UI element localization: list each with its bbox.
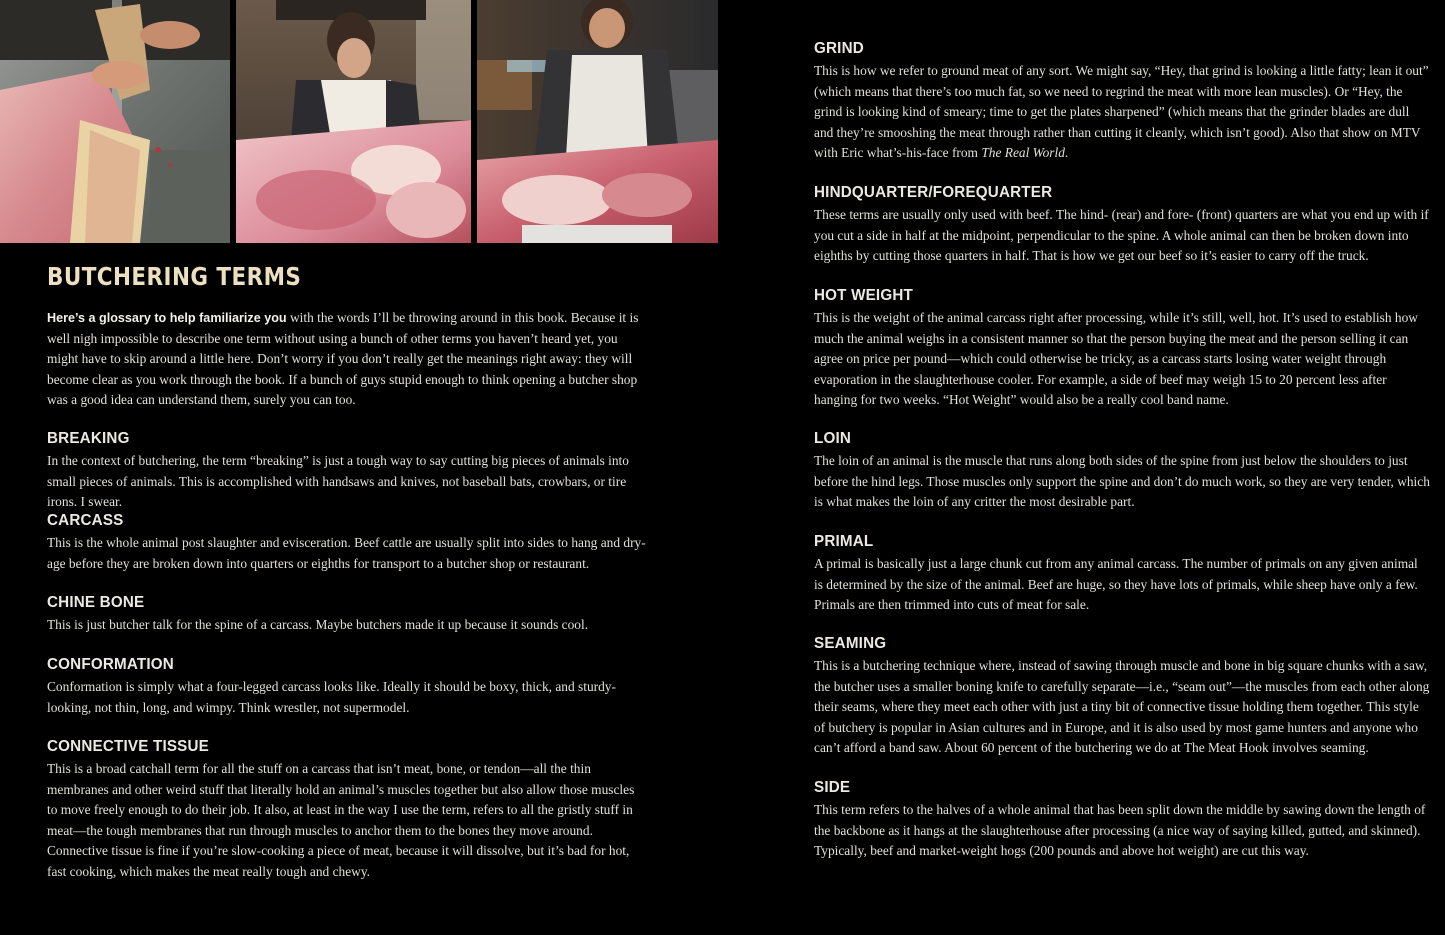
term-definition: This is a broad catchall term for all the stuff on a carcass that isn’t meat, bone, or tendon—all the thin membranes and other weird stuff that literally hold an animal’s muscles together but also allow those muscles to move freely enough to do their job. It also, at least in the way I use the term, refers to all the gristly stuff in meat—the tough membranes that run through muscles to anchor them to the bones they move around. Connective tissue is fine if you’re slow-cooking a piece of meat, because it will dissolve, but it’s bad for hot, fast cooking, which makes the meat really tough and chewy. (47, 761, 635, 879)
glossary-entry-hindquarter-forequarter (814, 183, 1430, 267)
term-heading: CONNECTIVE TISSUE (47, 738, 210, 755)
term-heading: SEAMING (814, 635, 887, 652)
photo-butcher-breaking-carcass (236, 0, 471, 243)
glossary-entry-conformation (47, 655, 647, 718)
glossary-entry-loin (814, 429, 1430, 513)
glossary-entry-side (814, 778, 1430, 862)
term-heading: CHINE BONE (47, 594, 145, 611)
term-definition: The loin of an animal is the muscle that runs along both sides of the spine from just below the shoulders to just before the hind legs. Those muscles only support the spine and don’t do much work, so they are very tender, which is what makes the loin of any critter the most desirable part. (814, 453, 1430, 509)
show-title: The Real World (981, 145, 1065, 160)
term-heading: CONFORMATION (47, 656, 174, 673)
photo-butcher-with-apron (477, 0, 718, 243)
glossary-entry-connective-tissue (47, 737, 647, 882)
glossary-entry-grind (814, 39, 1430, 164)
term-definition: Conformation is simply what a four-legged carcass looks like. Ideally it should be boxy, thick, and sturdy-looking, not thin, long, and wimpy. Think wrestler, not supermodel. (47, 679, 616, 715)
term-heading: HINDQUARTER/FOREQUARTER (814, 184, 1053, 201)
intro-body: with the words I’ll be throwing around in this book. Because it is well nigh impossible to describe one term without using a bunch of other terms you haven’t heard yet, you might have to skip around a little here. Don’t worry if you don’t really get the meanings right away: they will become clear as you work through the book. If a bunch of guys stupid enough to think opening a butcher shop was a good idea can understand them, surely you can too. (47, 310, 639, 407)
term-heading: BREAKING (47, 430, 130, 447)
term-definition: This is the weight of the animal carcass right after processing, while it’s still, well, hot. It’s used to establish how much the animal weighs in a consistent manner so that the person buying the meat and the person selling it can agree on price per pound—which could otherwise be tricky, as a carcass starts losing water weight through evaporation in the slaughterhouse cooler. For example, a side of beef may weigh 15 to 20 percent less after hanging for two weeks. “Hot Weight” would also be a really cool band name. (814, 310, 1418, 407)
glossary-entry-carcass (47, 511, 647, 574)
term-definition: This is the whole animal post slaughter and evisceration. Beef cattle are usually split into sides to hang and dry-age before they are broken down into quarters or eighths for transport to a butcher shop or restaurant. (47, 535, 646, 571)
right-page (722, 0, 1445, 935)
definition-text: This is how we refer to ground meat of any sort. We might say, “Hey, that grind is looking a little fatty; lean it out” (which means that there’s too much fat, so we need to regrind the meat with more lean muscles). Or “Hey, the grind is looking kind of smeary; time to get the plates sharpened” (which means that the grinder blades are dull and they’re smooshing the meat through rather than cutting it cleanly, which isn’t good). Also that show on MTV with Eric what’s-his-face from (814, 63, 1429, 160)
glossary-entry-breaking (47, 429, 647, 513)
definition-end: . (1064, 145, 1069, 160)
section-title: BUTCHERING TERMS (47, 262, 302, 291)
term-heading: GRIND (814, 40, 864, 57)
left-page (0, 0, 722, 935)
term-definition: This term refers to the halves of a whole animal that has been split down the middle by sawing down the length of the backbone as it hangs at the slaughterhouse after processing (a nice way of saying killed, gutted, and skinned). Typically, beef and market-weight hogs (200 pounds and above hot weight) are cut this way. (814, 802, 1426, 858)
term-definition (814, 61, 1430, 164)
term-definition: This is just butcher talk for the spine of a carcass. Maybe butchers made it up because it sounds cool. (47, 617, 589, 632)
photo-strip (0, 0, 718, 243)
photo-bandsaw-cutting-meat (0, 0, 230, 243)
glossary-entry-chine-bone (47, 593, 647, 636)
term-definition: A primal is basically just a large chunk cut from any animal carcass. The number of primals on any given animal is determined by the size of the animal. Beef are huge, so they have lots of primals, while sheep have only a few. Primals are then trimmed into cuts of meat for sale. (814, 556, 1418, 612)
intro-lead: Here’s a glossary to help familiarize you (47, 311, 287, 325)
glossary-entry-seaming (814, 634, 1430, 759)
term-heading: CARCASS (47, 512, 124, 529)
term-definition: This is a butchering technique where, instead of sawing through muscle and bone in big square chunks with a saw, the butcher uses a smaller boning knife to carefully separate—i.e., “seam out”—the muscles from each other along their seams, where they meet each other with just a tiny bit of connective tissue holding them together. This style of butchery is popular in Asian cultures and in Europe, and it is also used by most game hunters and anyone who can’t afford a band saw. About 60 percent of the butchering we do at The Meat Hook involves seaming. (814, 658, 1430, 755)
intro-paragraph (47, 308, 647, 411)
glossary-entry-hot-weight (814, 286, 1430, 411)
term-definition: These terms are usually only used with beef. The hind- (rear) and fore- (front) quarters are what you end up with if you cut a side in half at the midpoint, perpendicular to the spine. A whole animal can then be broken down into eighths by cutting those quarters in half. That is how we get our beef so it’s easier to carry off the truck. (814, 207, 1429, 263)
term-heading: PRIMAL (814, 533, 874, 550)
term-heading: SIDE (814, 779, 851, 796)
term-heading: LOIN (814, 430, 852, 447)
term-heading: HOT WEIGHT (814, 287, 914, 304)
glossary-entry-primal (814, 532, 1430, 616)
term-definition: In the context of butchering, the term “breaking” is just a tough way to say cutting big pieces of animals into small pieces of animals. This is accomplished with handsaws and knives, not baseball bats, crowbars, or tire irons. I swear. (47, 453, 629, 509)
